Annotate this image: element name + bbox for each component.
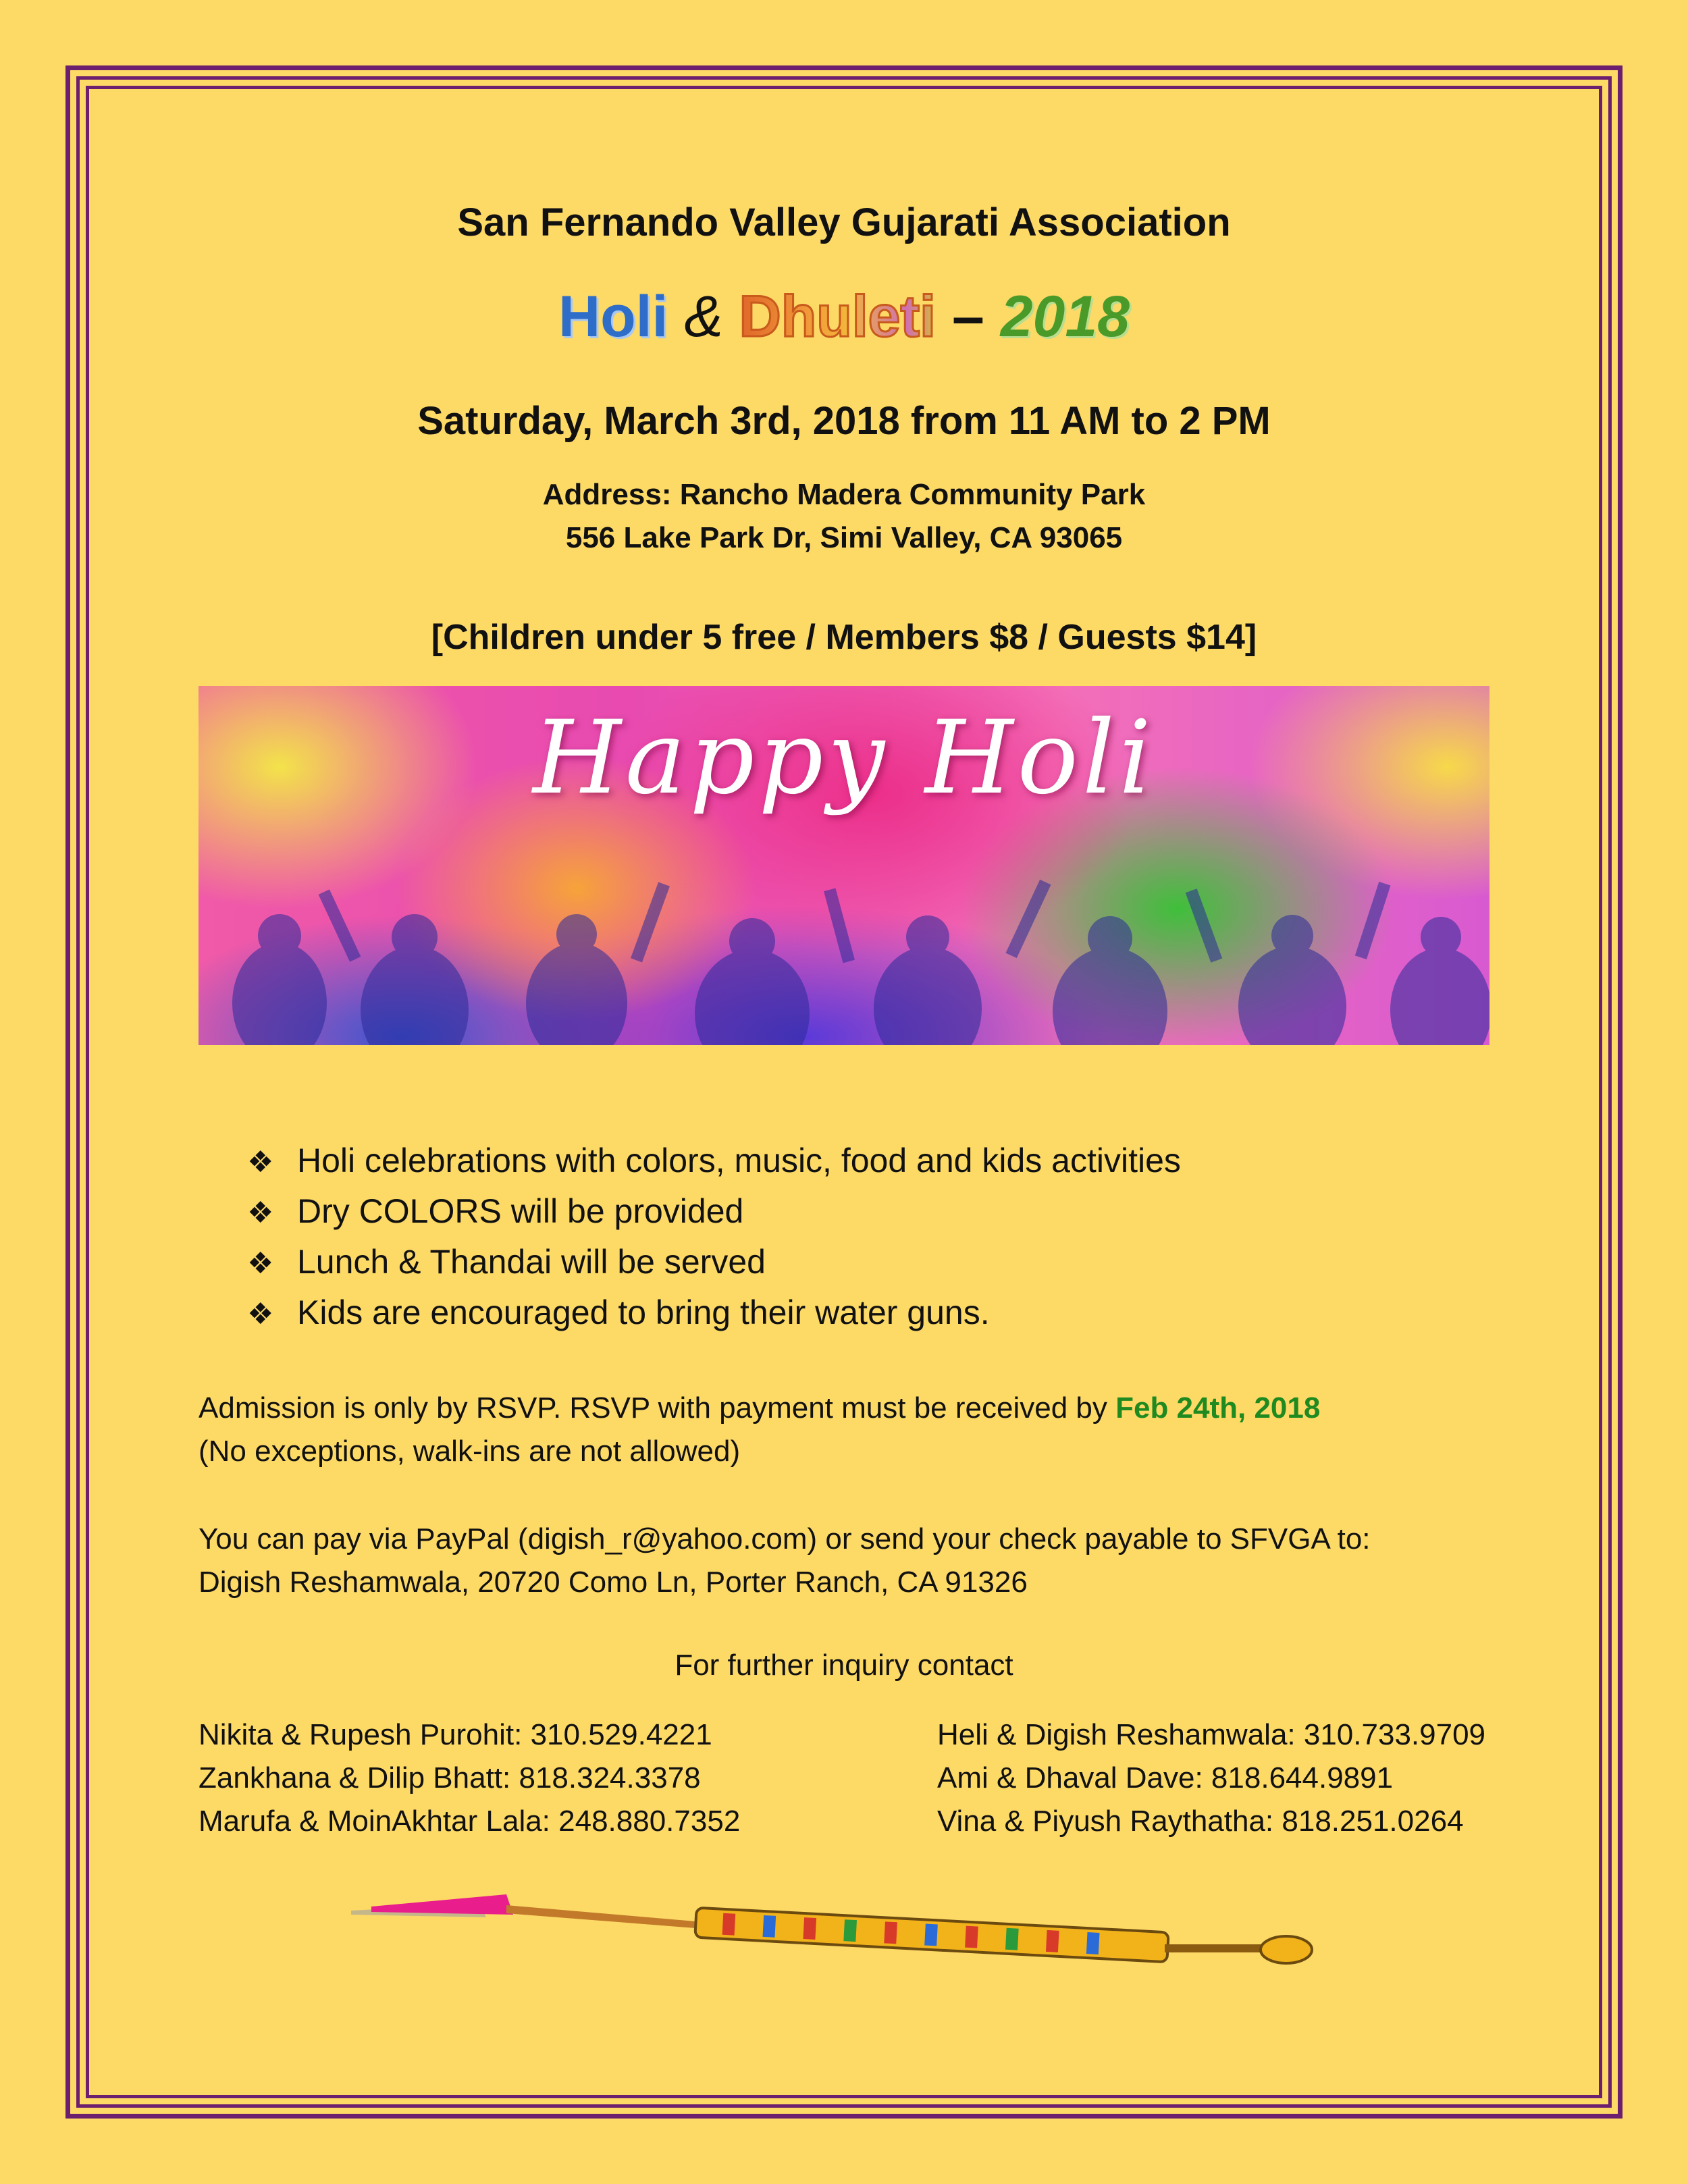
- rsvp-block: [199, 1387, 1320, 1473]
- diamond-bullet-icon: ❖: [247, 1247, 274, 1280]
- list-item: [247, 1237, 1181, 1287]
- payment-line-1: You can pay via PayPal (digish_r@yahoo.com) or send your check payable to SFVGA to:: [199, 1522, 1371, 1555]
- contact-entry: Vina & Piyush Raythatha: 818.251.0264: [937, 1805, 1464, 1838]
- rsvp-line-2: (No exceptions, walk-ins are not allowed): [199, 1435, 741, 1468]
- title-year: 2018: [1000, 284, 1130, 349]
- pricing-line: [Children under 5 free / Members $8 / Guests $14]: [431, 618, 1257, 657]
- contacts-right-column: [937, 1713, 1485, 1843]
- address-line-2: 556 Lake Park Dr, Simi Valley, CA 93065: [565, 521, 1123, 554]
- bullet-text: Holi celebrations with colors, music, food and kids activities: [297, 1142, 1181, 1179]
- inquiry-heading: For further inquiry contact: [675, 1649, 1013, 1682]
- title-ampersand: &: [684, 284, 723, 349]
- title-dash: –: [951, 284, 984, 349]
- organization-name: San Fernando Valley Gujarati Association: [457, 201, 1231, 244]
- contact-entry: Ami & Dhaval Dave: 818.644.9891: [937, 1761, 1394, 1794]
- contact-entry: Heli & Digish Reshamwala: 310.733.9709: [937, 1718, 1486, 1751]
- rsvp-line-1: [199, 1387, 1320, 1430]
- payment-block: [199, 1518, 1371, 1604]
- title-holi: Holi: [558, 284, 668, 349]
- happy-holi-banner: [199, 686, 1489, 1045]
- bullet-text: Kids are encouraged to bring their water guns.: [297, 1294, 990, 1331]
- contact-entry: Zankhana & Dilip Bhatt: 818.324.3378: [199, 1761, 701, 1794]
- list-item: [247, 1186, 1181, 1237]
- pichkari-icon: [344, 1888, 1330, 1982]
- list-item: [247, 1287, 1181, 1338]
- list-item: [247, 1136, 1181, 1186]
- banner-title: Happy Holi: [533, 699, 1155, 817]
- contact-entry: Marufa & MoinAkhtar Lala: 248.880.7352: [199, 1805, 741, 1838]
- title-dhuleti: Dhuleti: [739, 284, 937, 349]
- payment-line-2: Digish Reshamwala, 20720 Como Ln, Porter Ranch, CA 91326: [199, 1566, 1028, 1599]
- contact-entry: Nikita & Rupesh Purohit: 310.529.4221: [199, 1718, 712, 1751]
- diamond-bullet-icon: ❖: [247, 1146, 274, 1179]
- rsvp-text: Admission is only by RSVP. RSVP with payment must be received by: [199, 1391, 1116, 1424]
- bullet-text: Lunch & Thandai will be served: [297, 1243, 766, 1281]
- event-date: Saturday, March 3rd, 2018 from 11 AM to 2 PM: [417, 399, 1271, 443]
- rsvp-deadline: Feb 24th, 2018: [1115, 1391, 1321, 1424]
- event-title: [0, 284, 1688, 350]
- bullet-text: Dry COLORS will be provided: [297, 1192, 744, 1230]
- contacts-left-column: [199, 1713, 740, 1843]
- diamond-bullet-icon: ❖: [247, 1196, 274, 1229]
- diamond-bullet-icon: ❖: [247, 1298, 274, 1331]
- address-line-1: Address: Rancho Madera Community Park: [542, 478, 1146, 511]
- highlights-list: [247, 1136, 1181, 1338]
